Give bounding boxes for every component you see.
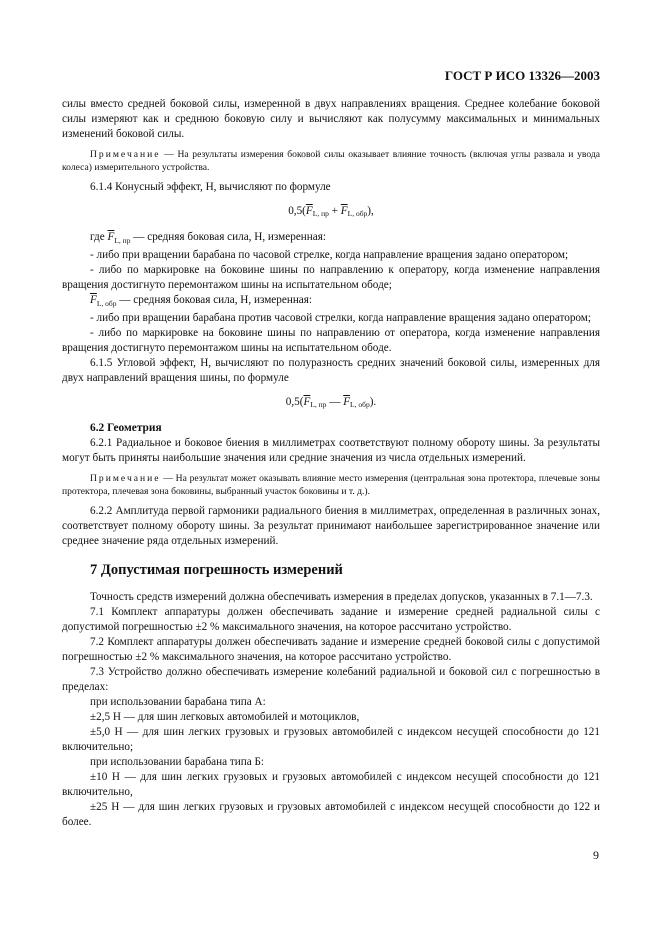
- paragraph-6-2-1: 6.2.1 Радиальное и боковое биения в миллиметрах соответствуют полному обороту шины. За результаты могут быть приняты наибольшие значения или средние значения из числа отдельных измерений.: [62, 437, 600, 464]
- paragraph-7-intro: Точность средств измерений должна обеспечивать измерения в пределах допусков, указанных в 7.1—7.3.: [90, 591, 593, 603]
- note-1: [62, 148, 600, 174]
- formula-ply-steer: $0,5(\overline{F}_{L, пр}$ — $\overline{F}_{L, обр}$).: [285, 396, 377, 409]
- paragraph-continuation: силы вместо средней боковой силы, измеренной в двух направлениях вращения. Среднее колебание боковой силы измеряют как и среднюю боковую силу и вычисляют как полусумму максимальных и минимальных изменений боковой силы.: [62, 98, 600, 140]
- note-label: Примечание: [90, 149, 161, 160]
- where-definition-1: где $\overline{F}_{L, пр}$ — средняя боковая сила, Н, измеренная:: [90, 231, 326, 245]
- heading-6-2: 6.2 Геометрия: [90, 422, 162, 434]
- list-item-2-5: ±2,5 Н — для шин легковых автомобилей и мотоциклов,: [90, 711, 360, 723]
- note-2: [62, 472, 600, 498]
- formula-conicity: $0,5(\overline{F}_{L, пр} + \overline{F}_{L, обр})$,: [288, 205, 374, 218]
- paragraph-7-3: 7.3 Устройство должно обеспечивать измерение колебаний радиальной и боковой сил с погрешностью в пределах:: [62, 666, 600, 693]
- note-text: — На результаты измерения боковой силы оказывает влияние точность (включая углы развала и увода колеса) измерительного устройства.: [62, 149, 600, 173]
- bullet-2: - либо по маркировке на боковине шины по направлению к оператору, когда изменение направления вращения достигнуто перемонтажом шины на испытательном ободе;: [62, 264, 600, 291]
- list-item-drum-a: при использовании барабана типа А:: [90, 696, 266, 708]
- bullet-4: - либо по маркировке на боковине шины по направлению от оператора, когда изменение направления вращения достигнуто перемонтажом шины на испытательном ободе.: [62, 327, 600, 354]
- bullet-1: - либо при вращении барабана по часовой стрелке, когда направление вращения задано оператором;: [90, 249, 569, 261]
- paragraph-6-1-5: 6.1.5 Угловой эффект, Н, вычисляют по полуразность средних значений боковой силы, измеренных для двух направлений вращения шины, по формуле: [62, 357, 600, 384]
- bullet-3: - либо при вращении барабана против часовой стрелки, когда направление вращения задано оператором;: [90, 312, 591, 324]
- list-item-25: ±25 Н — для шин легких грузовых и грузовых автомобилей с индексом несущей способности до 122 и более.: [62, 801, 600, 828]
- heading-7: 7 Допустимая погрешность измерений: [90, 562, 343, 578]
- list-item-10: ±10 Н — для шин легких грузовых и грузовых автомобилей с индексом несущей способности до 121 включительно,: [62, 771, 600, 798]
- paragraph-7-1: 7.1 Комплект аппаратуры должен обеспечивать задание и измерение средней радиальной силы с допустимой погрешностью ±2 % максимального значения, на которое рассчитано устройство.: [62, 606, 600, 633]
- where-definition-2: $\overline{F}_{L, обр}$ — средняя боковая сила, Н, измеренная:: [90, 294, 313, 308]
- paragraph-7-2: 7.2 Комплект аппаратуры должен обеспечивать задание и измерение средней боковой силы с допустимой погрешностью ±2 % максимального значения, на которое рассчитано устройство.: [62, 636, 600, 663]
- page-number: 9: [593, 848, 599, 862]
- note-text: — На результат может оказывать влияние место измерения (центральная зона протектора, плечевые зоны протектора, плечевая зона боковины, выбранный участок боковины и т. д.).: [62, 473, 600, 497]
- document-header: ГОСТ Р ИСО 13326—2003: [444, 68, 600, 83]
- note-label: Примечание: [90, 473, 161, 484]
- paragraph-6-2-2: 6.2.2 Амплитуда первой гармоники радиального биения в миллиметрах, определенная в различных зонах, соответствует полному обороту шины. За результат принимают наибольшее зарегистрированное значение или среднее значение ряда отдельных измерений.: [62, 505, 600, 547]
- document-body: [62, 97, 600, 830]
- list-item-5-0: ±5,0 Н — для шин легких грузовых и грузовых автомобилей с индексом несущей способности до 121 включительно;: [62, 726, 600, 753]
- paragraph-6-1-4: 6.1.4 Конусный эффект, Н, вычисляют по формуле: [90, 181, 331, 193]
- list-item-drum-b: при использовании барабана типа Б:: [90, 756, 265, 768]
